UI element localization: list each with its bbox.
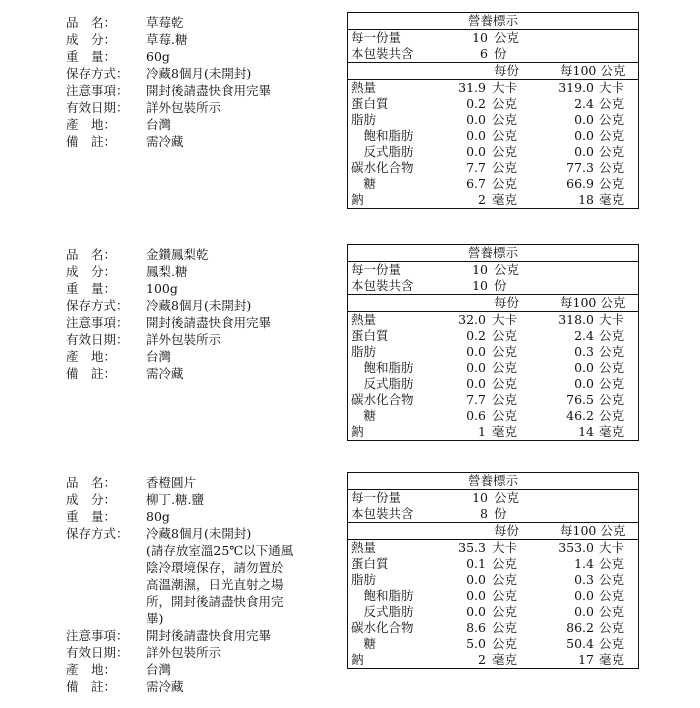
nutrient-row [348,328,638,344]
column-headers [348,294,638,312]
per-100g-value: 2.4 [574,328,594,343]
nutrient-row [348,556,638,572]
info-label: 產 地： [66,662,117,677]
info-label: 成 分： [66,492,117,507]
storage-note-line: (請存放室溫25℃以下通風 [146,543,294,558]
nutrient-row [348,312,638,328]
per-serving-value: 32.0 [458,312,486,327]
nutrient-name: 碳水化合物 [351,160,414,175]
nutrient-name: 反式脂肪 [351,144,414,159]
info-value: 100g [146,281,178,296]
per-serving-unit: 公克 [492,620,518,635]
per-100g-unit: 公克 [599,588,625,603]
per-100g-unit: 公克 [599,176,625,191]
per-100g-unit: 公克 [599,604,625,619]
serving-size-value: 10 [472,262,488,277]
nutrient-row [348,360,638,376]
per-100g-unit: 公克 [599,556,625,571]
info-value: 草莓.糖 [146,32,188,47]
nutrient-name: 脂肪 [351,344,377,359]
info-row [66,644,293,661]
info-label: 產 地： [66,349,117,364]
per-100g-unit: 毫克 [599,652,625,667]
info-label: 注意事項： [66,315,129,330]
info-label: 重 量： [66,49,117,64]
nutrient-name: 糖 [351,176,377,191]
info-value: 冷藏8個月(未開封) [146,298,252,313]
servings-per-pack-label: 本包裝共含 [351,46,414,61]
info-row [66,678,293,695]
per-serving-value: 2 [478,652,486,667]
nutrient-row [348,176,638,192]
per-100g-unit: 公克 [599,112,625,127]
per-100g-value: 46.2 [566,408,594,423]
per-100g-value: 18 [578,192,594,207]
nutrient-row [348,344,638,360]
info-value: 台灣 [146,349,172,364]
per-100g-unit: 公克 [599,328,625,343]
info-label: 重 量： [66,281,117,296]
nutrient-name: 反式脂肪 [351,376,414,391]
info-value: 開封後請盡快食用完畢 [146,315,272,330]
nutrient-name: 飽和脂肪 [351,588,414,603]
info-label: 保存方式： [66,66,129,81]
nutrient-name: 飽和脂肪 [351,128,414,143]
per-serving-value: 8.6 [466,620,486,635]
servings-per-pack-value: 8 [480,506,488,521]
per-serving-unit: 大卡 [492,80,518,95]
per-100g-value: 77.3 [566,160,594,175]
info-row [66,627,293,644]
per-serving-unit: 大卡 [492,540,518,555]
nutrition-table [347,244,639,441]
info-value: 台灣 [146,117,172,132]
per-100g-unit: 公克 [599,620,625,635]
info-label: 保存方式： [66,526,129,541]
per-serving-value: 0.0 [466,588,486,603]
info-value: 需冷藏 [146,366,184,381]
column-headers [348,522,638,540]
per-100g-unit: 公克 [599,160,625,175]
per-serving-unit: 公克 [492,128,518,143]
nutrient-name: 鈉 [351,424,364,439]
per-serving-header: 每份 [494,523,520,538]
info-value: 香橙圓片 [146,475,197,490]
servings-per-pack-value: 6 [480,46,488,61]
nutrient-name: 熱量 [351,312,377,327]
nutrient-row [348,636,638,652]
per-serving-unit: 毫克 [492,192,518,207]
per-serving-header: 每份 [494,63,520,78]
nutrient-name: 脂肪 [351,112,377,127]
nutrient-row [348,604,638,620]
per-100g-value: 50.4 [566,636,594,651]
per-serving-value: 0.0 [466,112,486,127]
per-serving-unit: 公克 [492,636,518,651]
nutrient-row [348,128,638,144]
per-100g-value: 0.3 [574,572,594,587]
servings-per-pack-label: 本包裝共含 [351,506,414,521]
storage-note-line: 畢) [146,611,164,626]
per-100g-header: 每100 公克 [560,523,626,538]
info-row [66,661,293,678]
per-serving-unit: 毫克 [492,652,518,667]
nutrient-name: 碳水化合物 [351,392,414,407]
info-label: 保存方式： [66,298,129,313]
per-serving-unit: 公克 [492,408,518,423]
per-serving-value: 0.0 [466,360,486,375]
per-100g-value: 0.0 [574,588,594,603]
info-label: 有效日期： [66,100,129,115]
nutrient-row [348,620,638,636]
info-label: 成 分： [66,264,117,279]
per-serving-value: 5.0 [466,636,486,651]
info-row [66,525,293,542]
info-label: 有效日期： [66,332,129,347]
per-100g-unit: 公克 [599,144,625,159]
servings-per-pack-row [348,506,638,522]
per-100g-value: 86.2 [566,620,594,635]
per-100g-unit: 公克 [599,392,625,407]
per-serving-unit: 大卡 [492,312,518,327]
per-100g-unit: 公克 [599,96,625,111]
info-label: 品 名： [66,247,117,262]
nutrient-row [348,376,638,392]
product-info [66,474,293,695]
nutrient-row [348,160,638,176]
storage-note-line: 陰冷環境保存，請勿置於 [146,560,284,575]
nutrient-row [348,80,638,96]
info-label: 注意事項： [66,83,129,98]
per-serving-value: 6.7 [466,176,486,191]
info-value: 冷藏8個月(未開封) [146,66,252,81]
per-serving-unit: 毫克 [492,424,518,439]
serving-size-row [348,30,638,46]
per-serving-value: 0.1 [466,556,486,571]
nutrient-name: 脂肪 [351,572,377,587]
info-label: 產 地： [66,117,117,132]
per-serving-value: 7.7 [466,160,486,175]
per-100g-value: 0.0 [574,144,594,159]
per-serving-unit: 公克 [492,144,518,159]
serving-size-row [348,262,638,278]
nutrient-name: 鈉 [351,652,364,667]
per-100g-unit: 毫克 [599,192,625,207]
storage-note-line: 高溫潮濕，日光直射之場 [146,577,284,592]
per-100g-value: 66.9 [566,176,594,191]
servings-per-pack-unit: 份 [494,506,507,521]
per-serving-value: 35.3 [458,540,486,555]
info-label: 成 分： [66,32,117,47]
per-serving-value: 0.6 [466,408,486,423]
servings-per-pack-value: 10 [472,278,488,293]
nutrition-title: 營養標示 [348,13,638,30]
nutrient-name: 糖 [351,408,377,423]
serving-size-label: 每一份量 [351,30,402,45]
per-100g-value: 0.0 [574,128,594,143]
per-100g-value: 0.3 [574,344,594,359]
per-serving-value: 0.0 [466,604,486,619]
per-serving-value: 31.9 [458,80,486,95]
nutrient-row [348,424,638,440]
info-value: 80g [146,509,170,524]
per-100g-unit: 大卡 [599,312,625,327]
nutrient-name: 熱量 [351,540,377,555]
info-row [66,474,293,491]
info-value: 詳外包裝所示 [146,332,222,347]
nutrition-table [347,472,639,669]
per-serving-unit: 公克 [492,556,518,571]
per-serving-unit: 公克 [492,160,518,175]
nutrient-name: 蛋白質 [351,328,389,343]
info-label: 有效日期： [66,645,129,660]
info-value: 需冷藏 [146,679,184,694]
info-value: 金鑽鳳梨乾 [146,247,209,262]
per-serving-unit: 公克 [492,392,518,407]
info-label: 備 註： [66,679,117,694]
per-100g-unit: 公克 [599,128,625,143]
per-100g-value: 353.0 [558,540,594,555]
nutrient-name: 反式脂肪 [351,604,414,619]
info-label: 備 註： [66,366,117,381]
per-100g-unit: 毫克 [599,424,625,439]
per-100g-value: 319.0 [558,80,594,95]
per-serving-unit: 公克 [492,328,518,343]
per-serving-value: 0.0 [466,128,486,143]
info-label: 備 註： [66,134,117,149]
info-value: 需冷藏 [146,134,184,149]
serving-size-label: 每一份量 [351,262,402,277]
per-100g-unit: 公克 [599,360,625,375]
per-serving-unit: 公克 [492,112,518,127]
info-value: 開封後請盡快食用完畢 [146,83,272,98]
per-100g-unit: 公克 [599,636,625,651]
servings-per-pack-unit: 份 [494,278,507,293]
nutrition-table [347,12,639,209]
info-value: 柳丁.糖.鹽 [146,492,204,507]
per-serving-value: 0.2 [466,328,486,343]
per-100g-value: 318.0 [558,312,594,327]
nutrient-name: 熱量 [351,80,377,95]
per-serving-value: 0.0 [466,344,486,359]
per-100g-header: 每100 公克 [560,295,626,310]
info-value: 鳳梨.糖 [146,264,188,279]
nutrient-name: 糖 [351,636,377,651]
per-100g-value: 17 [578,652,594,667]
servings-per-pack-row [348,278,638,294]
nutrient-row [348,408,638,424]
per-100g-unit: 公克 [599,344,625,359]
nutrition-title: 營養標示 [348,473,638,490]
serving-size-value: 10 [472,30,488,45]
servings-per-pack-unit: 份 [494,46,507,61]
info-value: 詳外包裝所示 [146,645,222,660]
info-value: 60g [146,49,170,64]
info-label: 品 名： [66,475,117,490]
nutrient-row [348,112,638,128]
serving-size-value: 10 [472,490,488,505]
per-serving-value: 0.0 [466,144,486,159]
serving-size-unit: 公克 [494,30,520,45]
serving-size-row [348,490,638,506]
info-value: 草莓乾 [146,15,184,30]
serving-size-unit: 公克 [494,262,520,277]
nutrient-row [348,588,638,604]
nutrient-row [348,144,638,160]
per-100g-value: 0.0 [574,604,594,619]
per-serving-value: 0.0 [466,376,486,391]
per-serving-unit: 公克 [492,360,518,375]
per-100g-value: 14 [578,424,594,439]
nutrition-title: 營養標示 [348,245,638,262]
nutrient-row [348,192,638,208]
per-100g-value: 0.0 [574,112,594,127]
per-100g-value: 76.5 [566,392,594,407]
nutrient-row [348,572,638,588]
info-value: 詳外包裝所示 [146,100,222,115]
info-value: 冷藏8個月(未開封) [146,526,252,541]
nutrient-name: 鈉 [351,192,364,207]
nutrient-row [348,652,638,668]
info-label: 重 量： [66,509,117,524]
nutrient-name: 蛋白質 [351,96,389,111]
per-100g-value: 2.4 [574,96,594,111]
per-serving-unit: 公克 [492,344,518,359]
per-100g-header: 每100 公克 [560,63,626,78]
per-100g-unit: 公克 [599,572,625,587]
info-row [66,508,293,525]
serving-size-unit: 公克 [494,490,520,505]
info-row [66,491,293,508]
info-label: 品 名： [66,15,117,30]
per-serving-value: 7.7 [466,392,486,407]
per-100g-value: 1.4 [574,556,594,571]
nutrient-name: 碳水化合物 [351,620,414,635]
nutrient-name: 蛋白質 [351,556,389,571]
serving-size-label: 每一份量 [351,490,402,505]
column-headers [348,62,638,80]
servings-per-pack-row [348,46,638,62]
nutrient-row [348,96,638,112]
per-serving-unit: 公克 [492,572,518,587]
per-serving-value: 2 [478,192,486,207]
per-serving-unit: 公克 [492,604,518,619]
info-label: 注意事項： [66,628,129,643]
per-serving-unit: 公克 [492,588,518,603]
per-100g-unit: 大卡 [599,540,625,555]
info-value: 開封後請盡快食用完畢 [146,628,272,643]
storage-note-line: 所，開封後請盡快食用完 [146,594,284,609]
nutrient-name: 飽和脂肪 [351,360,414,375]
per-serving-unit: 公克 [492,176,518,191]
per-serving-value: 0.0 [466,572,486,587]
per-100g-value: 0.0 [574,376,594,391]
per-serving-value: 0.2 [466,96,486,111]
per-serving-unit: 公克 [492,96,518,111]
nutrient-row [348,392,638,408]
per-serving-header: 每份 [494,295,520,310]
per-100g-unit: 公克 [599,408,625,423]
per-100g-unit: 公克 [599,376,625,391]
per-serving-value: 1 [478,424,486,439]
per-100g-value: 0.0 [574,360,594,375]
nutrient-row [348,540,638,556]
per-100g-unit: 大卡 [599,80,625,95]
info-value: 台灣 [146,662,172,677]
servings-per-pack-label: 本包裝共含 [351,278,414,293]
per-serving-unit: 公克 [492,376,518,391]
